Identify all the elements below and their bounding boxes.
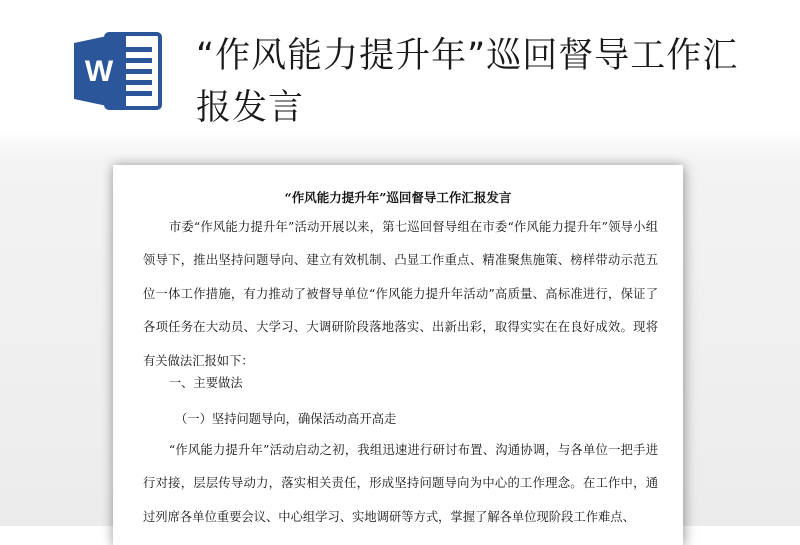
- section-heading-1: 一、主要做法: [168, 376, 243, 390]
- subsection-heading-1: （一）坚持问题导向，确保活动高开高走: [175, 412, 397, 426]
- page-title: “作风能力提升年”巡回督导工作汇报发言: [196, 36, 739, 128]
- body-paragraph-1: 市委“作风能力提升年”活动开展以来，第七巡回督导组在市委“作风能力提升年”领导小组领导下，推出坚持问题导向、建立有效机制、凸显工作重点、精准聚焦施策、榜样带动示范五位一体工作措施，有力推动了被督导单位“作风能力提升年活动”高质量、高标准进行，保证了各项任务在大动员、大学习、大调研阶段落地落实、出新出彩，取得实实在在良好成效。现将有关做法汇报如下：: [143, 220, 658, 368]
- document-title: “作风能力提升年”巡回督导工作汇报发言: [284, 190, 512, 205]
- document-page: [113, 165, 683, 545]
- word-logo-letter: W: [84, 55, 114, 88]
- body-paragraph-2: “作风能力提升年”活动启动之初，我组迅速进行研讨布置、沟通协调，与各单位一把手进行对接，层层传导动力，落实相关责任，形成坚持问题导向为中心的工作理念。在工作中，通过列席各单位重要会议、中心组学习、实地调研等方式，掌握了解各单位现阶段工作难点、: [143, 443, 658, 524]
- word-app-icon: [72, 30, 164, 112]
